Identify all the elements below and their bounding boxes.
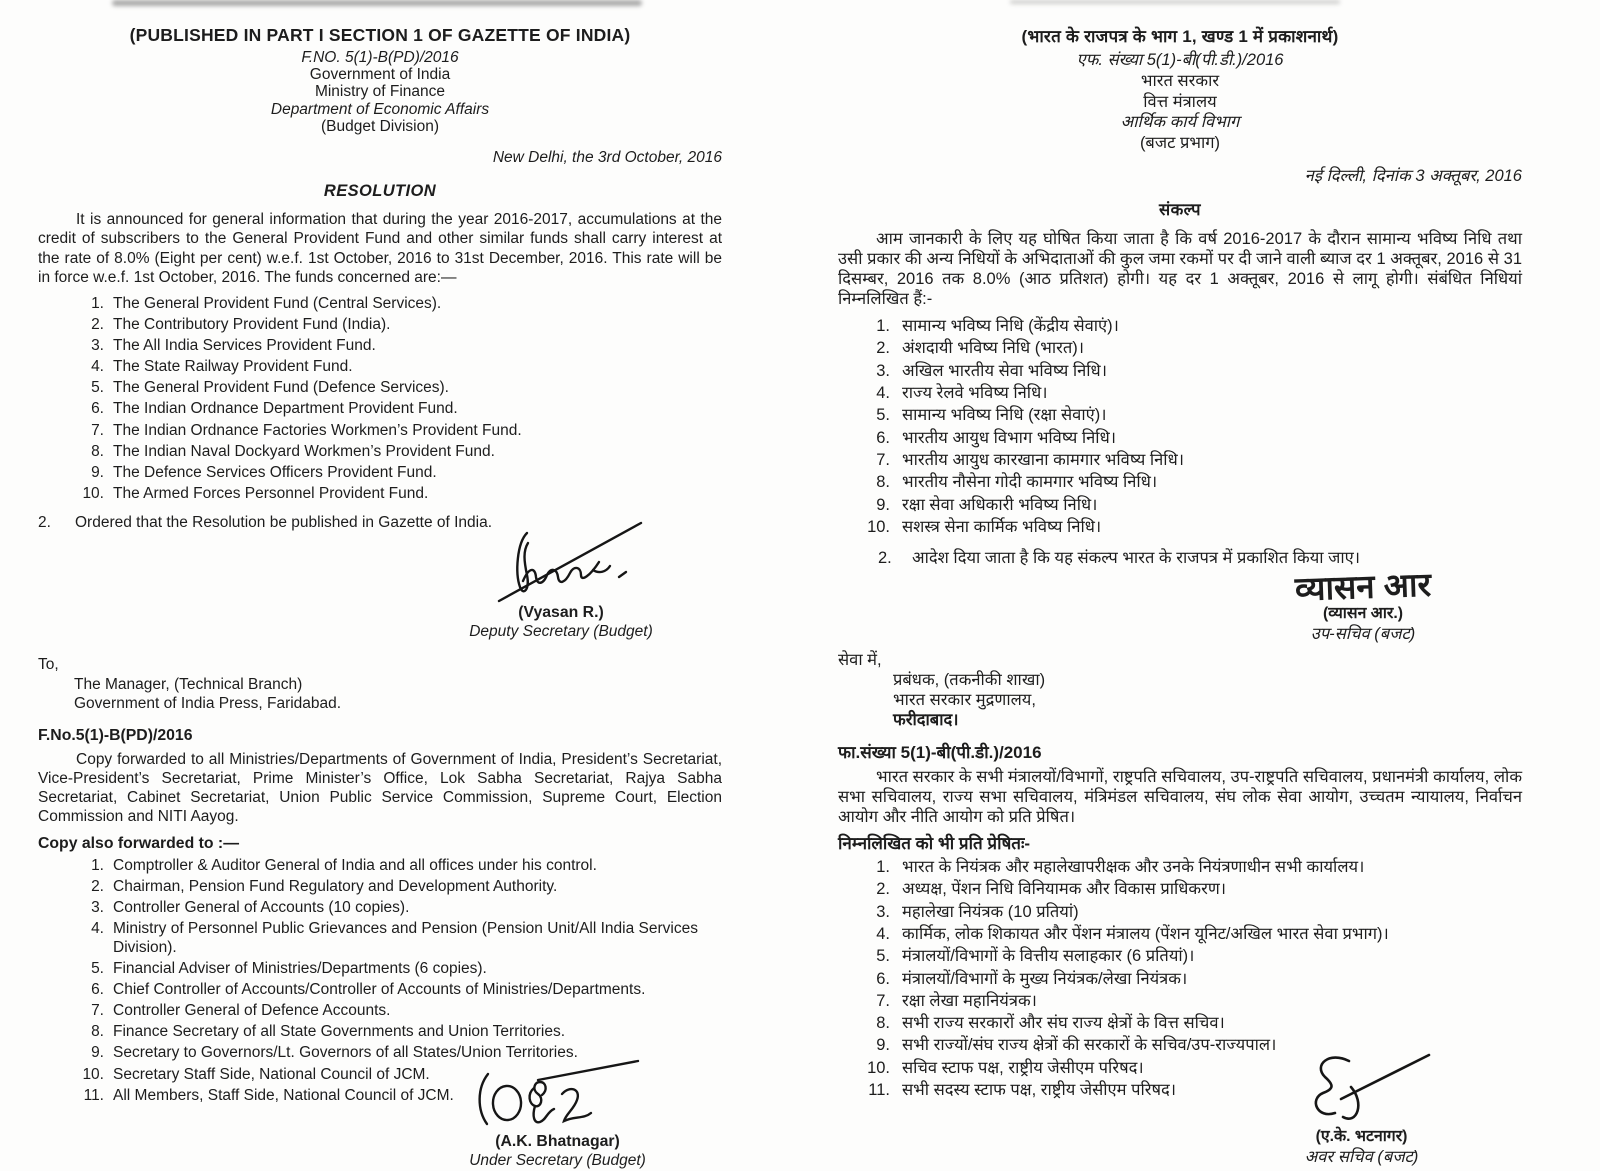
copy-forwarded-paragraph: भारत सरकार के सभी मंत्रालयों/विभागों, राष्ट्रपति सचिवालय, उप-राष्ट्रपति सचिवालय, प्रधानमंत्री कार्यालय, लोक सभा सचिवालय, राज्य सभा सचिवालय, मंत्रिमंडल सचिवालय, संघ लोक सेवा आयोग, उच्चतम न्यायालय, निर्वाचन आयोग और नीति आयोग को प्रति प्रेषित।: [838, 767, 1522, 827]
list-item: [38, 1023, 722, 1042]
list-item-number: 4.: [91, 358, 104, 376]
list-item-text: अखिल भारतीय सेवा भविष्य निधि।: [902, 361, 1107, 380]
list-item: [838, 925, 1522, 945]
list-item-text: रक्षा लेखा महानियंत्रक।: [902, 991, 1037, 1010]
addressee-lines: [893, 670, 1522, 730]
list-item-text: सामान्य भविष्य निधि (केंद्रीय सेवाएं)।: [902, 317, 1119, 336]
list-item-text: The General Provident Fund (Defence Services).: [113, 379, 449, 397]
list-item-number: 4.: [876, 384, 890, 403]
list-item-text: सामान्य भविष्य निधि (रक्षा सेवाएं)।: [902, 406, 1107, 425]
deputy-secretary-signature-block: [426, 515, 696, 642]
list-item-number: 10.: [82, 484, 104, 502]
bhatnagar-devanagari-signature: [1287, 1041, 1437, 1127]
list-item: [838, 339, 1522, 359]
list-item-number: 5.: [876, 947, 890, 966]
funds-list: [38, 295, 722, 503]
list-item-number: 10.: [867, 517, 890, 536]
list-item-text: The Defence Services Officers Provident Fund.: [113, 463, 437, 481]
list-item: [38, 899, 722, 918]
list-item-number: 2.: [91, 316, 104, 334]
list-item: [38, 1002, 722, 1021]
list-item-text: Comptroller & Auditor General of India and all offices under his control.: [113, 857, 597, 875]
division-line: (बजट प्रभाग): [1139, 133, 1221, 152]
published-line: (PUBLISHED IN PART I SECTION 1 OF GAZETTE OF INDIA): [129, 25, 631, 45]
dateline: नई दिल्ली, दिनांक 3 अक्तूबर, 2016: [1304, 167, 1522, 186]
list-item-number: 1.: [91, 294, 104, 312]
ordered-clause: [838, 548, 1522, 568]
list-item-number: 7.: [91, 1002, 104, 1020]
list-item: [38, 295, 722, 314]
list-item-text: The General Provident Fund (Central Services).: [113, 294, 442, 312]
funds-list: [838, 317, 1522, 537]
scan-artifact-top-left: [112, 0, 642, 6]
addressee-line: The Manager, (Technical Branch): [74, 675, 303, 693]
list-item-text: भारतीय आयुध विभाग भविष्य निधि।: [902, 428, 1116, 447]
published-line: (भारत के राजपत्र के भाग 1, खण्ड 1 में प्रकाशनार्थ): [1021, 27, 1339, 46]
list-item: [838, 451, 1522, 471]
list-item: [838, 362, 1522, 382]
signatory-title: उप-सचिव (बजट): [1310, 624, 1416, 643]
list-item-text: Controller General of Defence Accounts.: [113, 1002, 391, 1020]
list-item-text: The Indian Ordnance Factories Workmen’s Provident Fund.: [113, 421, 522, 439]
list-item-text: सभी राज्यों/संघ राज्य क्षेत्रों की सरकारों के सचिव/उप-राज्यपाल।: [902, 1036, 1277, 1055]
list-item: [838, 858, 1522, 878]
list-item-text: सशस्त्र सेना कार्मिक भविष्य निधि।: [902, 517, 1102, 536]
list-item: [38, 920, 722, 957]
bhatnagar-signature: [468, 1052, 648, 1132]
list-item: [838, 903, 1522, 923]
list-item-number: 3.: [91, 337, 104, 355]
list-item: [38, 422, 722, 441]
list-item-number: 4.: [91, 920, 104, 938]
vyasan-signature: [469, 515, 654, 603]
file-number-2: फा.संख्या 5(1)-बी(पी.डी.)/2016: [838, 743, 1042, 763]
list-item-number: 1.: [876, 858, 890, 877]
list-item-number: 6.: [91, 981, 104, 999]
list-item-text: The State Railway Provident Fund.: [113, 358, 353, 376]
under-secretary-signature-block: [1249, 1041, 1474, 1166]
list-item-number: 8.: [876, 473, 890, 492]
list-item-number: 11.: [83, 1086, 104, 1104]
list-item: [38, 981, 722, 1000]
list-item-text: Chairman, Pension Fund Regulatory and Development Authority.: [113, 878, 558, 896]
list-item: [38, 878, 722, 897]
list-item: [838, 406, 1522, 426]
resolution-paragraph: It is announced for general information that during the year 2016-2017, accumulations at the credit of subscribers to the General Provident Fund and other similar funds shall carry interest at the rate of 8.0% (Eight per cent) w.e.f. 1st October, 2016 to 31st December, 2016. This rate will be in force w.e.f. 1st October, 2016. The funds concerned are:—: [38, 211, 722, 286]
signatory-name: (A.K. Bhatnagar): [495, 1132, 620, 1150]
list-item-text: The Indian Naval Dockyard Workmen’s Provident Fund.: [113, 442, 495, 460]
government-line: Government of India: [309, 65, 451, 83]
list-item-number: 1.: [91, 857, 104, 875]
copy-also-heading: Copy also forwarded to :—: [38, 834, 239, 852]
list-item-number: 4.: [876, 924, 890, 943]
list-item-text: राज्य रेलवे भविष्य निधि।: [902, 384, 1048, 403]
addressee-line: Government of India Press, Faridabad.: [74, 694, 342, 712]
list-item: [38, 400, 722, 419]
list-item: [838, 1014, 1522, 1034]
clause-number: 2.: [38, 514, 51, 532]
list-item-number: 5.: [91, 379, 104, 397]
list-item-text: भारत के नियंत्रक और महालेखापरीक्षक और उनके नियंत्रणाधीन सभी कार्यालय।: [902, 858, 1365, 877]
hindi-column: [838, 26, 1522, 1167]
signatory-title: अवर सचिव (बजट): [1304, 1147, 1419, 1166]
list-item-number: 2.: [876, 339, 890, 358]
list-item-text: अंशदायी भविष्य निधि (भारत)।: [902, 339, 1085, 358]
vyasan-devanagari-signature: व्यासन आर: [1294, 565, 1432, 608]
list-item-text: मंत्रालयों/विभागों के मुख्य नियंत्रक/लेखा नियंत्रक।: [902, 969, 1188, 988]
list-item-text: Ministry of Personnel Public Grievances and Pension (Pension Unit/All India Services Division).: [113, 920, 698, 956]
government-line: भारत सरकार: [1140, 71, 1220, 90]
addressee-lines: [74, 675, 722, 713]
to-label: सेवा में,: [838, 650, 882, 669]
list-item-text: भारतीय नौसेना गोदी कामगार भविष्य निधि।: [902, 473, 1158, 492]
signatory-title: Deputy Secretary (Budget): [469, 623, 653, 641]
list-item-number: 7.: [876, 991, 890, 1010]
department-line: आर्थिक कार्य विभाग: [1120, 113, 1240, 132]
under-secretary-signature-block: [425, 1052, 690, 1171]
list-item-number: 1.: [876, 317, 890, 336]
addressee-city: फरीदाबाद।: [893, 711, 959, 730]
list-item: [38, 316, 722, 335]
addressee-line: भारत सरकार मुद्रणालय,: [893, 691, 1036, 709]
file-number: F.NO. 5(1)-B(PD)/2016: [301, 48, 459, 66]
list-item-text: सभी सदस्य स्टाफ पक्ष, राष्ट्रीय जेसीएम परिषद।: [902, 1081, 1177, 1100]
list-item-text: The Indian Ordnance Department Provident Fund.: [113, 400, 458, 418]
list-item-text: कार्मिक, लोक शिकायत और पेंशन मंत्रालय (पेंशन यूनिट/अखिल भारत सेवा प्रभाग)।: [902, 924, 1389, 943]
list-item: [838, 384, 1522, 404]
department-line: Department of Economic Affairs: [270, 100, 490, 118]
list-item-text: Secretary to Governors/Lt. Governors of all States/Union Territories.: [113, 1044, 578, 1062]
list-item-number: 10.: [867, 1058, 890, 1077]
list-item-number: 6.: [91, 400, 104, 418]
list-item: [38, 857, 722, 876]
to-label: To,: [38, 656, 59, 674]
list-item-number: 8.: [91, 1023, 104, 1041]
list-item: [38, 443, 722, 462]
signatory-name: (ए.के. भटनागर): [1315, 1128, 1408, 1146]
list-item-number: 9.: [91, 463, 104, 481]
list-item-text: Secretary Staff Side, National Council of JCM.: [113, 1065, 430, 1083]
document-title: संकल्प: [1159, 200, 1201, 219]
list-item: [38, 464, 722, 483]
list-item: [38, 960, 722, 979]
list-item-number: 2.: [91, 878, 104, 896]
list-item-text: All Members, Staff Side, National Council of JCM.: [113, 1086, 454, 1104]
list-item-text: The All India Services Provident Fund.: [113, 337, 376, 355]
list-item-number: 5.: [876, 406, 890, 425]
resolution-paragraph: आम जानकारी के लिए यह घोषित किया जाता है कि वर्ष 2016-2017 के दौरान सामान्य भविष्य निधि तथा उसी प्रकार की अन्य निधियों के अभिदाताओं की कुल जमा रकमों पर दी जाने वाली ब्याज दर 1 अक्तूबर, 2016 से 31 दिसम्बर, 2016 तक 8.0% (आठ प्रतिशत) होगी। यह दर 1 अक्तूबर, 2016 से लागू होगी। संबंधित निधियां निम्नलिखित हैं:-: [838, 229, 1522, 308]
list-item: [838, 518, 1522, 538]
list-item-number: 5.: [91, 960, 104, 978]
list-item-number: 8.: [91, 442, 104, 460]
list-item-number: 8.: [876, 1014, 890, 1033]
signatory-name: (Vyasan R.): [518, 603, 604, 621]
list-item-number: 10.: [82, 1065, 104, 1083]
clause-text: आदेश दिया जाता है कि यह संकल्प भारत के राजपत्र में प्रकाशित किया जाए।: [912, 548, 1361, 567]
list-item-number: 3.: [876, 361, 890, 380]
list-item-number: 3.: [91, 899, 104, 917]
list-item-number: 2.: [876, 880, 890, 899]
list-item: [38, 337, 722, 356]
list-item-number: 6.: [876, 428, 890, 447]
list-item-number: 9.: [91, 1044, 104, 1062]
list-item-text: मंत्रालयों/विभागों के वित्तीय सलाहकार (6 प्रतियां)।: [902, 947, 1195, 966]
signatory-title: Under Secretary (Budget): [469, 1152, 646, 1170]
list-item-text: The Armed Forces Personnel Provident Fund.: [113, 484, 429, 502]
dateline: New Delhi, the 3rd October, 2016: [492, 149, 722, 167]
english-letterhead: [38, 26, 722, 135]
document-title: RESOLUTION: [323, 181, 437, 200]
list-item: [838, 496, 1522, 516]
copy-forwarded-paragraph: Copy forwarded to all Ministries/Departments of Government of India, President’s Secretariat, Vice-President’s Secretariat, Prime Minister’s Office, Lok Sabha Secretariat, Rajya Sabha Secretariat, Cabinet Secretariat, Union Public Service Commission, Supreme Court, Election Commission and NITI Aayog.: [38, 750, 722, 826]
list-item-number: 11.: [868, 1081, 890, 1100]
list-item-text: रक्षा सेवा अधिकारी भविष्य निधि।: [902, 495, 1098, 514]
deputy-secretary-signature-block: [1248, 565, 1478, 644]
list-item-text: सचिव स्टाफ पक्ष, राष्ट्रीय जेसीएम परिषद।: [902, 1058, 1144, 1077]
list-item-number: 9.: [876, 1036, 890, 1055]
list-item-text: Finance Secretary of all State Governments and Union Territories.: [113, 1023, 566, 1041]
list-item: [838, 880, 1522, 900]
list-item-text: Chief Controller of Accounts/Controller of Accounts of Ministries/Departments.: [113, 981, 646, 999]
list-item: [38, 379, 722, 398]
copy-also-heading: निम्नलिखित को भी प्रति प्रेषितः-: [838, 834, 1031, 854]
list-item: [38, 485, 722, 504]
list-item-number: 9.: [876, 495, 890, 514]
list-item: [38, 358, 722, 377]
list-item: [838, 429, 1522, 449]
list-item-text: सभी राज्य सरकारों और संघ राज्य क्षेत्रों के वित्त सचिव।: [902, 1014, 1225, 1033]
addressee-line: प्रबंधक, (तकनीकी शाखा): [893, 670, 1046, 689]
list-item-text: भारतीय आयुध कारखाना कामगार भविष्य निधि।: [902, 450, 1184, 469]
clause-text: Ordered that the Resolution be published in Gazette of India.: [75, 514, 493, 532]
list-item-text: अध्यक्ष, पेंशन निधि विनियामक और विकास प्राधिकरण।: [902, 880, 1227, 899]
ministry-line: वित्त मंत्रालय: [1143, 92, 1217, 111]
list-item: [838, 992, 1522, 1012]
list-item-text: Financial Adviser of Ministries/Departments (6 copies).: [113, 960, 487, 978]
list-item: [838, 473, 1522, 493]
list-item-text: महालेखा नियंत्रक (10 प्रतियां): [902, 902, 1079, 921]
list-item: [838, 970, 1522, 990]
list-item-text: Controller General of Accounts (10 copies).: [113, 899, 410, 917]
file-number-2: F.No.5(1)-B(PD)/2016: [38, 727, 193, 745]
scan-artifact-top-right: [1010, 0, 1340, 4]
list-item: [838, 317, 1522, 337]
english-column: [38, 26, 722, 1171]
division-line: (Budget Division): [320, 118, 440, 136]
list-item-number: 3.: [876, 902, 890, 921]
signatory-name: (व्यासन आर.): [1322, 605, 1403, 623]
list-item-text: The Contributory Provident Fund (India).: [113, 316, 391, 334]
file-number: एफ. संख्या 5(1)-बी(पी.डी.)/2016: [1076, 51, 1284, 70]
clause-number: 2.: [878, 548, 892, 567]
list-item-number: 7.: [876, 450, 890, 469]
ministry-line: Ministry of Finance: [314, 83, 446, 101]
list-item-number: 7.: [91, 421, 104, 439]
hindi-letterhead: [838, 26, 1522, 153]
list-item-number: 6.: [876, 969, 890, 988]
list-item: [838, 947, 1522, 967]
